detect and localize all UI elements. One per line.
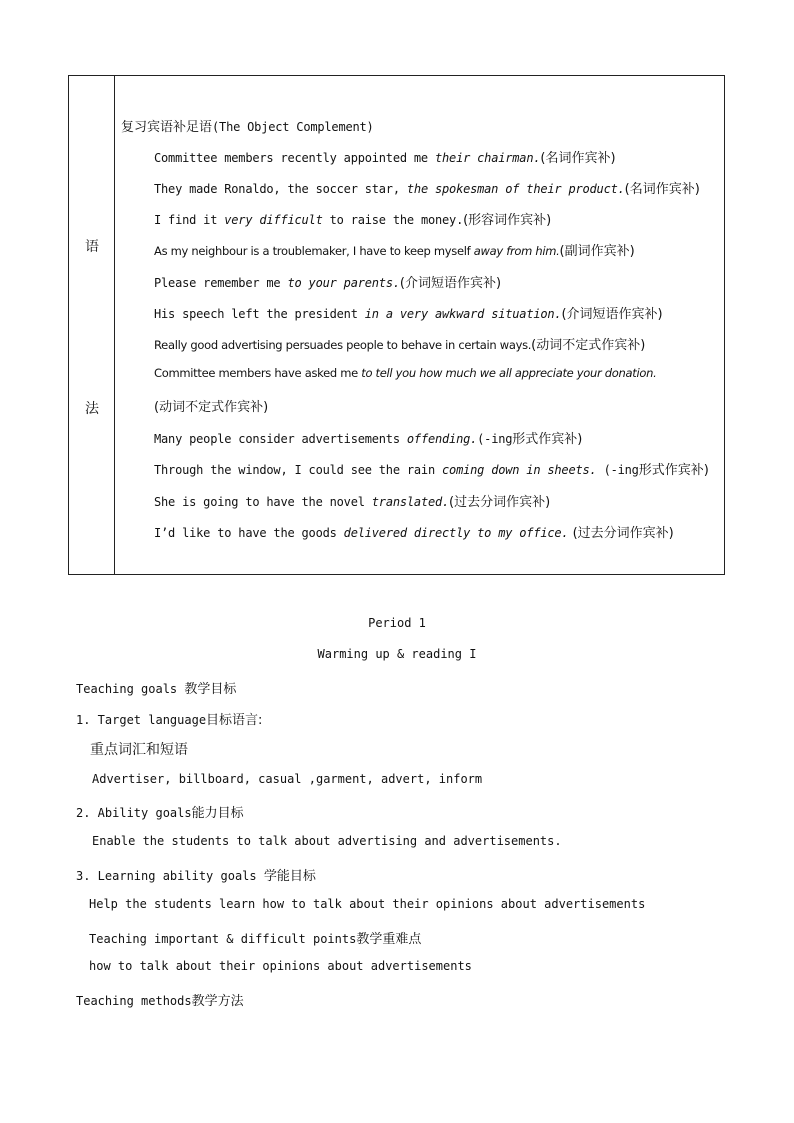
example-5: Please remember me to your parents.(介词短语作宾补) — [154, 276, 502, 291]
section-learning-goals: 3. Learning ability goals 学能目标 — [76, 869, 316, 884]
side-label-top: 语 — [85, 239, 99, 255]
period-title: Period 1 — [368, 616, 426, 630]
key-words: Advertiser, billboard, casual ,garment, advert, inform — [92, 772, 483, 786]
teaching-goals-heading: Teaching goals 教学目标 — [76, 682, 237, 697]
lesson-subtitle: Warming up & reading I — [317, 647, 477, 661]
example-12: I’d like to have the goods delivered directly to my office. (过去分词作宾补) — [154, 526, 674, 541]
key-words-heading: 重点词汇和短语 — [90, 742, 188, 758]
grammar-heading: 复习宾语补足语(The Object Complement) — [121, 120, 374, 135]
section-ability-goals: 2. Ability goals能力目标 — [76, 806, 244, 821]
grammar-table — [68, 75, 725, 575]
learning-goals-text: Help the students learn how to talk about their opinions about advertisements — [89, 897, 646, 911]
grammar-side-column — [69, 76, 115, 574]
example-11: She is going to have the novel translated.(过去分词作宾补) — [154, 495, 551, 510]
important-points-text: how to talk about their opinions about advertisements — [89, 959, 472, 973]
grammar-content — [115, 76, 724, 574]
example-7: Really good advertising persuades people to behave in certain ways.(动词不定式作宾补) — [154, 338, 646, 353]
important-points-heading: Teaching important & difficult points教学重难点 — [89, 932, 422, 947]
example-2: They made Ronaldo, the soccer star, the spokesman of their product.(名词作宾补) — [154, 182, 700, 197]
example-1: Committee members recently appointed me their chairman.(名词作宾补) — [154, 151, 616, 166]
example-10: Through the window, I could see the rain coming down in sheets. (-ing形式作宾补) — [154, 463, 709, 478]
example-9: Many people consider advertisements offending.(-ing形式作宾补) — [154, 432, 583, 447]
example-8-note: (动词不定式作宾补) — [154, 400, 269, 415]
side-label-bottom: 法 — [85, 401, 99, 417]
example-4: As my neighbour is a troublemaker, I have to keep myself away from him.(副词作宾补) — [154, 244, 635, 259]
example-8: Committee members have asked me to tell you how much we all appreciate your donation. — [154, 366, 657, 380]
ability-goals-text: Enable the students to talk about advertising and advertisements. — [92, 834, 562, 848]
example-6: His speech left the president in a very awkward situation.(介词短语作宾补) — [154, 307, 663, 322]
section-target-language: 1. Target language目标语言: — [76, 713, 263, 728]
example-3: I find it very difficult to raise the money.(形容词作宾补) — [154, 213, 552, 228]
teaching-methods-heading: Teaching methods教学方法 — [76, 994, 244, 1009]
